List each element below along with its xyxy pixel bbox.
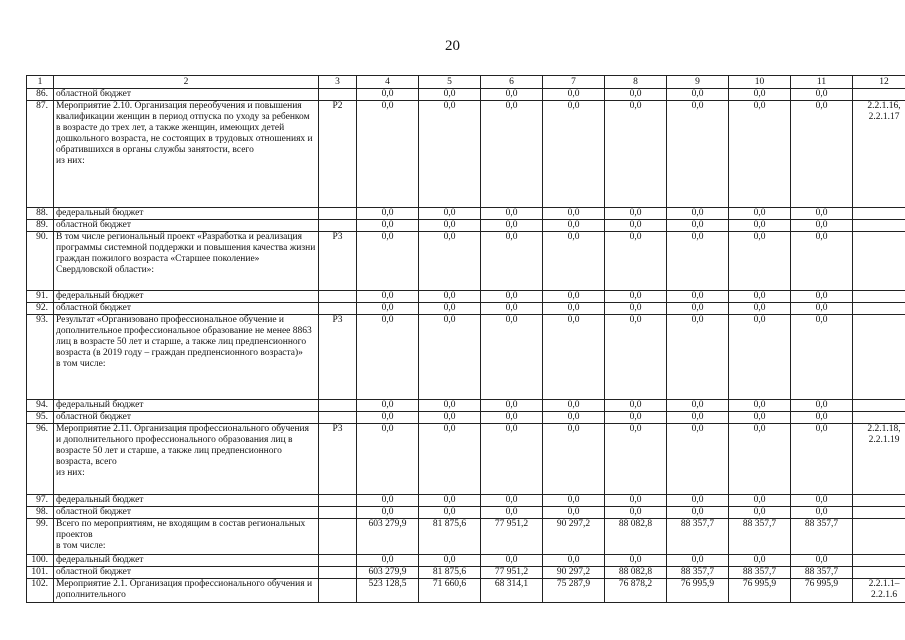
row-value: 0,0 <box>481 232 543 291</box>
row-description: областной бюджет <box>54 303 319 315</box>
row-reference: 2.2.1.16, 2.2.1.17 <box>853 101 905 208</box>
row-value: 0,0 <box>605 555 667 567</box>
row-description: Результат «Организовано профессиональное обучение и дополнительное профессиональное образование не менее 8863 лиц в возрасте 50 лет и старше, а также лиц предпенсионного возраста (в 2019 году – граждан предпенсионного возраста)» в том числе: <box>54 315 319 400</box>
row-reference <box>853 220 905 232</box>
row-value: 81 875,6 <box>419 519 481 555</box>
row-value: 0,0 <box>667 101 729 208</box>
row-value: 0,0 <box>481 89 543 101</box>
row-value: 0,0 <box>667 424 729 495</box>
row-value: 88 357,7 <box>729 567 791 579</box>
row-description: федеральный бюджет <box>54 400 319 412</box>
row-value: 0,0 <box>729 101 791 208</box>
row-value: 0,0 <box>667 495 729 507</box>
row-value: 0,0 <box>605 315 667 400</box>
row-value: 0,0 <box>667 315 729 400</box>
row-value: 0,0 <box>419 424 481 495</box>
row-value: 0,0 <box>357 303 419 315</box>
row-reference <box>853 412 905 424</box>
row-code: Р2 <box>319 101 357 208</box>
row-value: 0,0 <box>543 315 605 400</box>
row-value: 0,0 <box>543 232 605 291</box>
row-description: федеральный бюджет <box>54 291 319 303</box>
row-value: 0,0 <box>729 232 791 291</box>
row-value: 76 995,9 <box>791 579 853 603</box>
row-value: 75 287,9 <box>543 579 605 603</box>
row-value: 0,0 <box>605 412 667 424</box>
row-code <box>319 579 357 603</box>
row-code <box>319 495 357 507</box>
row-description: В том числе региональный проект «Разработка и реализация программы системной поддержки и повышения качества жизни граждан пожилого возраста «Старшее поколение» Свердловской области»: <box>54 232 319 291</box>
header-cell: 7 <box>543 76 605 89</box>
row-value: 0,0 <box>481 412 543 424</box>
header-cell: 3 <box>319 76 357 89</box>
row-value: 0,0 <box>543 400 605 412</box>
header-cell: 6 <box>481 76 543 89</box>
row-reference <box>853 519 905 555</box>
table-row <box>27 101 905 208</box>
row-value: 81 875,6 <box>419 567 481 579</box>
row-reference <box>853 555 905 567</box>
row-value: 0,0 <box>791 555 853 567</box>
row-code <box>319 519 357 555</box>
row-value: 0,0 <box>791 315 853 400</box>
row-value: 0,0 <box>667 555 729 567</box>
row-value: 0,0 <box>729 89 791 101</box>
row-value: 0,0 <box>729 208 791 220</box>
row-value: 0,0 <box>419 220 481 232</box>
budget-table <box>26 75 905 603</box>
row-value: 0,0 <box>605 208 667 220</box>
row-value: 0,0 <box>605 424 667 495</box>
row-value: 88 082,8 <box>605 519 667 555</box>
row-value: 0,0 <box>729 555 791 567</box>
table-row <box>27 555 905 567</box>
table-row <box>27 412 905 424</box>
row-reference: 2.2.1.18, 2.2.1.19 <box>853 424 905 495</box>
row-reference <box>853 303 905 315</box>
row-value: 0,0 <box>481 555 543 567</box>
row-value: 90 297,2 <box>543 567 605 579</box>
row-number: 94. <box>27 400 54 412</box>
row-value: 0,0 <box>543 555 605 567</box>
row-description: федеральный бюджет <box>54 555 319 567</box>
row-value: 0,0 <box>357 315 419 400</box>
row-number: 87. <box>27 101 54 208</box>
row-value: 0,0 <box>419 507 481 519</box>
row-value: 0,0 <box>729 220 791 232</box>
row-value: 0,0 <box>791 495 853 507</box>
row-description: областной бюджет <box>54 412 319 424</box>
table-row <box>27 495 905 507</box>
row-value: 0,0 <box>605 507 667 519</box>
row-reference <box>853 291 905 303</box>
row-code <box>319 507 357 519</box>
row-value: 0,0 <box>543 220 605 232</box>
row-number: 95. <box>27 412 54 424</box>
row-value: 0,0 <box>791 208 853 220</box>
row-value: 0,0 <box>791 424 853 495</box>
row-value: 68 314,1 <box>481 579 543 603</box>
row-value: 0,0 <box>357 412 419 424</box>
row-value: 0,0 <box>791 303 853 315</box>
row-value: 77 951,2 <box>481 519 543 555</box>
row-value: 0,0 <box>481 220 543 232</box>
row-value: 0,0 <box>791 400 853 412</box>
table-row <box>27 507 905 519</box>
row-description: областной бюджет <box>54 220 319 232</box>
row-value: 0,0 <box>543 303 605 315</box>
row-value: 0,0 <box>605 220 667 232</box>
row-value: 0,0 <box>357 89 419 101</box>
row-number: 89. <box>27 220 54 232</box>
header-cell: 5 <box>419 76 481 89</box>
row-value: 0,0 <box>481 291 543 303</box>
row-number: 96. <box>27 424 54 495</box>
row-value: 0,0 <box>419 101 481 208</box>
header-row <box>27 76 905 89</box>
row-value: 0,0 <box>729 412 791 424</box>
row-value: 0,0 <box>605 101 667 208</box>
row-value: 0,0 <box>667 400 729 412</box>
row-value: 0,0 <box>357 291 419 303</box>
row-value: 0,0 <box>667 412 729 424</box>
page-number: 20 <box>445 38 460 54</box>
table-row <box>27 89 905 101</box>
header-cell: 8 <box>605 76 667 89</box>
row-value: 0,0 <box>791 101 853 208</box>
row-value: 0,0 <box>357 232 419 291</box>
row-reference <box>853 495 905 507</box>
row-value: 0,0 <box>729 291 791 303</box>
row-value: 0,0 <box>357 208 419 220</box>
row-value: 0,0 <box>791 507 853 519</box>
row-code <box>319 555 357 567</box>
row-value: 0,0 <box>481 495 543 507</box>
row-value: 76 878,2 <box>605 579 667 603</box>
row-code <box>319 89 357 101</box>
row-description: Мероприятие 2.1. Организация профессионального обучения и дополнительного <box>54 579 319 603</box>
row-number: 101. <box>27 567 54 579</box>
row-value: 76 995,9 <box>667 579 729 603</box>
row-value: 0,0 <box>419 291 481 303</box>
row-value: 77 951,2 <box>481 567 543 579</box>
row-description: Мероприятие 2.10. Организация переобучения и повышения квалификации женщин в период отпуска по уходу за ребенком в возрасте до трех лет, а также женщин, имеющих детей дошкольного возраста, не состоящих в трудовых отношениях и обратившихся в органы службы занятости, всего из них: <box>54 101 319 208</box>
row-value: 88 357,7 <box>667 519 729 555</box>
row-value: 0,0 <box>481 101 543 208</box>
row-value: 0,0 <box>605 89 667 101</box>
row-value: 0,0 <box>729 495 791 507</box>
row-value: 0,0 <box>791 220 853 232</box>
row-value: 0,0 <box>357 101 419 208</box>
row-number: 88. <box>27 208 54 220</box>
row-value: 0,0 <box>667 507 729 519</box>
row-value: 0,0 <box>543 291 605 303</box>
row-value: 0,0 <box>667 291 729 303</box>
row-value: 0,0 <box>791 412 853 424</box>
row-value: 0,0 <box>605 291 667 303</box>
row-value: 0,0 <box>667 89 729 101</box>
row-reference <box>853 315 905 400</box>
row-value: 0,0 <box>729 424 791 495</box>
row-code <box>319 291 357 303</box>
row-code <box>319 412 357 424</box>
row-code: Р3 <box>319 315 357 400</box>
row-reference <box>853 507 905 519</box>
header-cell: 10 <box>729 76 791 89</box>
row-value: 0,0 <box>667 303 729 315</box>
row-value: 0,0 <box>543 424 605 495</box>
row-code <box>319 400 357 412</box>
row-value: 0,0 <box>419 89 481 101</box>
table-row <box>27 208 905 220</box>
row-number: 100. <box>27 555 54 567</box>
table-row <box>27 424 905 495</box>
header-cell: 1 <box>27 76 54 89</box>
row-value: 0,0 <box>729 507 791 519</box>
row-value: 0,0 <box>357 495 419 507</box>
row-value: 0,0 <box>481 208 543 220</box>
row-value: 603 279,9 <box>357 519 419 555</box>
row-value: 88 357,7 <box>791 519 853 555</box>
row-value: 0,0 <box>357 220 419 232</box>
header-cell: 4 <box>357 76 419 89</box>
row-number: 92. <box>27 303 54 315</box>
row-value: 0,0 <box>419 495 481 507</box>
row-value: 0,0 <box>357 424 419 495</box>
row-value: 0,0 <box>605 495 667 507</box>
row-value: 0,0 <box>791 89 853 101</box>
header-cell: 9 <box>667 76 729 89</box>
row-code <box>319 567 357 579</box>
row-value: 0,0 <box>605 400 667 412</box>
table-row <box>27 400 905 412</box>
table-row <box>27 303 905 315</box>
row-value: 0,0 <box>419 400 481 412</box>
row-value: 0,0 <box>667 232 729 291</box>
row-number: 98. <box>27 507 54 519</box>
row-description: федеральный бюджет <box>54 208 319 220</box>
row-value: 71 660,6 <box>419 579 481 603</box>
row-value: 0,0 <box>605 232 667 291</box>
row-value: 0,0 <box>419 412 481 424</box>
row-code <box>319 220 357 232</box>
table-row <box>27 232 905 291</box>
row-value: 0,0 <box>419 315 481 400</box>
row-description: областной бюджет <box>54 89 319 101</box>
row-code <box>319 208 357 220</box>
row-value: 0,0 <box>729 400 791 412</box>
row-value: 0,0 <box>357 400 419 412</box>
row-value: 0,0 <box>419 232 481 291</box>
row-value: 88 357,7 <box>729 519 791 555</box>
row-reference <box>853 89 905 101</box>
row-value: 0,0 <box>543 101 605 208</box>
row-description: Всего по мероприятиям, не входящим в состав региональных проектов в том числе: <box>54 519 319 555</box>
row-value: 603 279,9 <box>357 567 419 579</box>
row-number: 86. <box>27 89 54 101</box>
row-value: 76 995,9 <box>729 579 791 603</box>
row-description: областной бюджет <box>54 567 319 579</box>
row-value: 523 128,5 <box>357 579 419 603</box>
row-number: 91. <box>27 291 54 303</box>
header-cell: 11 <box>791 76 853 89</box>
row-reference <box>853 232 905 291</box>
row-code: Р3 <box>319 424 357 495</box>
row-value: 0,0 <box>357 555 419 567</box>
row-reference <box>853 567 905 579</box>
table-row <box>27 315 905 400</box>
row-value: 0,0 <box>481 303 543 315</box>
row-number: 99. <box>27 519 54 555</box>
row-value: 0,0 <box>419 555 481 567</box>
row-reference <box>853 400 905 412</box>
header-cell: 12 <box>853 76 905 89</box>
row-value: 0,0 <box>543 495 605 507</box>
row-value: 88 357,7 <box>791 567 853 579</box>
row-value: 0,0 <box>543 507 605 519</box>
row-value: 0,0 <box>543 208 605 220</box>
row-value: 88 082,8 <box>605 567 667 579</box>
row-number: 90. <box>27 232 54 291</box>
row-code: Р3 <box>319 232 357 291</box>
row-value: 0,0 <box>543 89 605 101</box>
row-value: 0,0 <box>357 507 419 519</box>
header-cell: 2 <box>54 76 319 89</box>
row-value: 0,0 <box>481 315 543 400</box>
table-row <box>27 579 905 603</box>
row-number: 97. <box>27 495 54 507</box>
row-value: 0,0 <box>481 400 543 412</box>
row-value: 0,0 <box>667 208 729 220</box>
row-number: 93. <box>27 315 54 400</box>
row-description: федеральный бюджет <box>54 495 319 507</box>
row-value: 0,0 <box>419 208 481 220</box>
row-description: областной бюджет <box>54 507 319 519</box>
row-value: 0,0 <box>667 220 729 232</box>
row-value: 0,0 <box>729 303 791 315</box>
row-reference: 2.2.1.1– 2.2.1.6 <box>853 579 905 603</box>
row-value: 0,0 <box>791 232 853 291</box>
row-value: 0,0 <box>605 303 667 315</box>
table-body <box>27 76 905 603</box>
row-description: Мероприятие 2.11. Организация профессионального обучения и дополнительного профессионального образования лиц в возрасте 50 лет и старше, а также лиц предпенсионного возраста, всего из них: <box>54 424 319 495</box>
row-value: 0,0 <box>419 303 481 315</box>
row-value: 0,0 <box>481 424 543 495</box>
row-value: 0,0 <box>543 412 605 424</box>
table-row <box>27 220 905 232</box>
row-value: 88 357,7 <box>667 567 729 579</box>
row-number: 102. <box>27 579 54 603</box>
row-code <box>319 303 357 315</box>
row-value: 0,0 <box>729 315 791 400</box>
table-row <box>27 567 905 579</box>
row-value: 0,0 <box>791 291 853 303</box>
row-reference <box>853 208 905 220</box>
row-value: 0,0 <box>481 507 543 519</box>
table-row <box>27 291 905 303</box>
row-value: 90 297,2 <box>543 519 605 555</box>
table-row <box>27 519 905 555</box>
